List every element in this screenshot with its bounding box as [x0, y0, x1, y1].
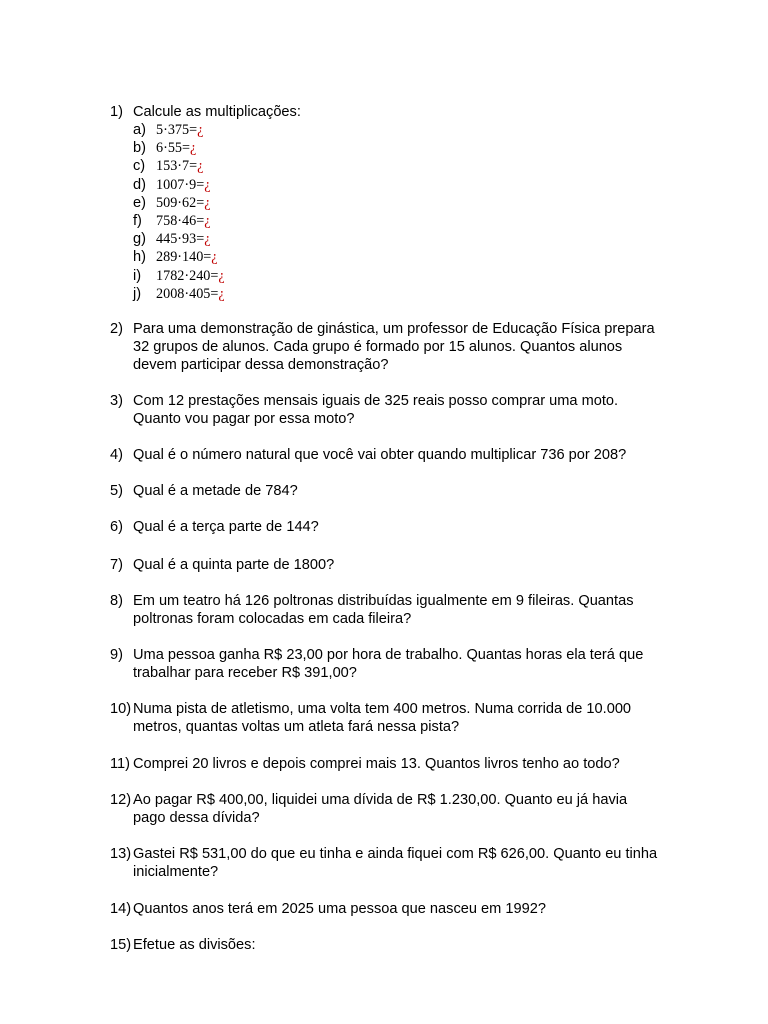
question-line: inicialmente? — [133, 864, 219, 880]
question-line: Para uma demonstração de ginástica, um professor de Educação Física prepara — [133, 321, 655, 337]
item-expression — [156, 212, 211, 230]
missing-symbol-mark: ¿ — [204, 212, 211, 229]
item-letter: g) — [133, 231, 146, 248]
question-text — [133, 845, 710, 881]
expression-text: 445·93= — [156, 231, 205, 248]
question-text — [133, 518, 710, 536]
question-text — [133, 392, 710, 428]
question-8 — [110, 592, 710, 628]
item-letter: f) — [133, 212, 142, 229]
expression-text: 1007·9= — [156, 176, 205, 193]
question-number: 15) — [110, 937, 132, 953]
question-text — [133, 556, 710, 574]
item-letter: c) — [133, 158, 146, 175]
expression-text: 5·375= — [156, 122, 198, 138]
missing-symbol-mark: ¿ — [197, 158, 204, 175]
item-letter: i) — [133, 267, 142, 284]
question-text — [133, 446, 710, 464]
item-letter: j) — [133, 285, 142, 302]
question-text — [133, 900, 710, 918]
question-3 — [110, 392, 710, 428]
expression-text: 2008·405= — [156, 285, 219, 302]
question-5 — [110, 482, 710, 500]
question-number: 8) — [110, 593, 123, 609]
question-14 — [110, 900, 710, 918]
question-number: 3) — [110, 393, 123, 409]
question-line: Quanto vou pagar por essa moto? — [133, 411, 355, 427]
item-expression — [156, 267, 225, 285]
question-line: poltronas foram colocadas em cada fileira? — [133, 611, 412, 627]
question-text — [133, 592, 710, 628]
question-line: Ao pagar R$ 400,00, liquidei uma dívida de R$ 1.230,00. Quanto eu já havia — [133, 792, 628, 808]
question-line: devem participar dessa demonstração? — [133, 357, 389, 373]
question-line: Uma pessoa ganha R$ 23,00 por hora de trabalho. Quantas horas ela terá que — [133, 647, 644, 663]
expression-text: 509·62= — [156, 194, 205, 211]
question-line: metros, quantas voltas um atleta fará nessa pista? — [133, 719, 460, 735]
question-line: Efetue as divisões: — [133, 937, 256, 953]
question-4 — [110, 446, 710, 464]
question-number: 10) — [110, 701, 132, 717]
question-2 — [110, 320, 710, 374]
question-number: 5) — [110, 483, 123, 499]
missing-symbol-mark: ¿ — [204, 176, 211, 193]
expression-text: 6·55= — [156, 140, 191, 157]
question-line: Em um teatro há 126 poltronas distribuídas igualmente em 9 fileiras. Quantas — [133, 593, 634, 609]
question-15 — [110, 936, 710, 954]
item-letter: b) — [133, 140, 146, 157]
missing-symbol-mark: ¿ — [197, 122, 204, 138]
question-text — [133, 482, 710, 500]
item-letter: d) — [133, 176, 146, 193]
missing-symbol-mark: ¿ — [218, 267, 225, 284]
question-line: Com 12 prestações mensais iguais de 325 reais posso comprar uma moto. — [133, 393, 619, 409]
expression-text: 758·46= — [156, 212, 205, 229]
question-number: 13) — [110, 846, 132, 862]
question-line: Qual é a metade de 784? — [133, 483, 298, 499]
question-number: 2) — [110, 321, 123, 337]
question-line: pago dessa dívida? — [133, 810, 260, 826]
expression-text: 289·140= — [156, 249, 212, 266]
question-text — [133, 646, 710, 682]
missing-symbol-mark: ¿ — [211, 249, 218, 266]
item-expression — [156, 285, 225, 303]
question-number: 6) — [110, 519, 123, 535]
item-expression — [156, 157, 203, 175]
question-number: 11) — [110, 756, 131, 772]
question-number: 14) — [110, 901, 132, 917]
item-letter: e) — [133, 194, 146, 211]
item-expression — [156, 248, 218, 266]
question-text — [133, 755, 710, 773]
expression-text: 153·7= — [156, 158, 198, 175]
question-number: 12) — [110, 792, 132, 808]
question-line: Qual é a terça parte de 144? — [133, 519, 319, 535]
question-number: 4) — [110, 447, 123, 463]
question-line: 32 grupos de alunos. Cada grupo é formado por 15 alunos. Quantos alunos — [133, 339, 623, 355]
question-9 — [110, 646, 710, 682]
question-number: 7) — [110, 557, 123, 573]
item-expression — [156, 121, 203, 139]
question-11 — [110, 755, 710, 773]
item-expression — [156, 176, 211, 194]
question-line: trabalhar para receber R$ 391,00? — [133, 665, 357, 681]
expression-text: 1782·240= — [156, 267, 219, 284]
question-line: Quantos anos terá em 2025 uma pessoa que nasceu em 1992? — [133, 901, 546, 917]
item-letter: a) — [133, 122, 146, 138]
item-expression — [156, 230, 211, 248]
missing-symbol-mark: ¿ — [218, 285, 225, 302]
question-text — [133, 700, 710, 736]
missing-symbol-mark: ¿ — [190, 140, 197, 157]
question-line: Numa pista de atletismo, uma volta tem 400 metros. Numa corrida de 10.000 — [133, 701, 632, 717]
item-expression — [156, 139, 196, 157]
question-line: Gastei R$ 531,00 do que eu tinha e ainda fiquei com R$ 626,00. Quanto eu tinha — [133, 846, 658, 862]
question-10 — [110, 700, 710, 736]
question-line: Qual é a quinta parte de 1800? — [133, 557, 335, 573]
item-expression — [156, 194, 211, 212]
question-line: Qual é o número natural que você vai obter quando multiplicar 736 por 208? — [133, 447, 627, 463]
item-letter: h) — [133, 249, 146, 266]
question-number: 1) — [110, 104, 123, 120]
question-text — [133, 936, 710, 954]
question-13 — [110, 845, 710, 881]
question-6 — [110, 518, 710, 536]
question-number: 9) — [110, 647, 123, 663]
question-line: Comprei 20 livros e depois comprei mais 13. Quantos livros tenho ao todo? — [133, 756, 620, 772]
question-12 — [110, 791, 710, 827]
question-text — [133, 320, 710, 374]
missing-symbol-mark: ¿ — [204, 194, 211, 211]
question-1 — [110, 103, 710, 121]
question-text: Calcule as multiplicações: — [133, 104, 301, 120]
missing-symbol-mark: ¿ — [204, 231, 211, 248]
question-7 — [110, 556, 710, 574]
question-text — [133, 791, 710, 827]
